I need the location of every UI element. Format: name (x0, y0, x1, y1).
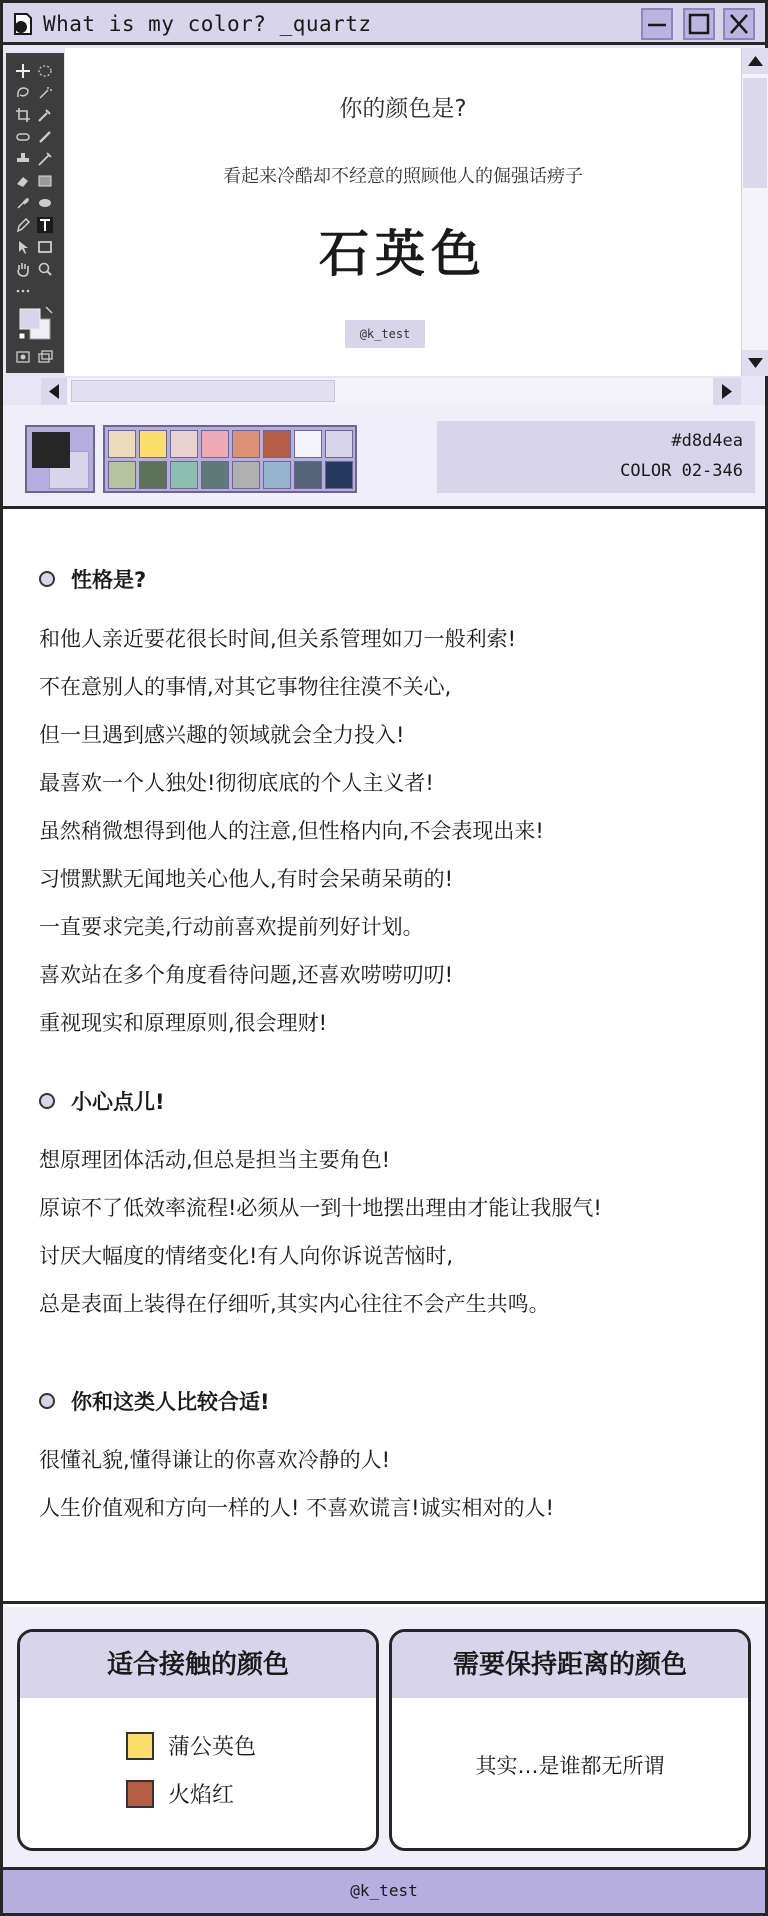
magic-wand-tool-icon[interactable] (37, 85, 53, 101)
horizontal-scrollbar[interactable] (41, 378, 741, 405)
arrow-left-icon (41, 378, 67, 405)
scroll-up-button[interactable] (742, 48, 768, 74)
window-title: What is my color? _quartz (43, 12, 372, 36)
quick-mask-icon[interactable] (15, 349, 31, 365)
color-swatch[interactable] (325, 461, 353, 489)
zoom-tool-icon[interactable] (37, 261, 53, 277)
color-swatch[interactable] (294, 461, 322, 489)
toolbox (6, 53, 64, 373)
stamp-tool-icon[interactable] (15, 151, 31, 167)
color-swatch[interactable] (263, 430, 291, 458)
text-line: 最喜欢一个人独处!彻彻底底的个人主义者! (39, 771, 434, 795)
close-button[interactable] (723, 8, 755, 40)
section-header-match (39, 1386, 270, 1416)
current-colors[interactable] (25, 425, 95, 493)
text-tool-icon[interactable] (37, 217, 53, 233)
section-body-match (39, 1436, 739, 1532)
smudge-tool-icon[interactable] (15, 195, 31, 211)
author-tag: @k_test (345, 320, 425, 348)
color-swatch[interactable] (108, 430, 136, 458)
text-line: 想原理团体活动,但总是担当主要角色! (39, 1148, 391, 1172)
bad-colors-text: 其实…是谁都无所谓 (475, 1754, 665, 1778)
hex-code: #d8d4ea (671, 431, 743, 451)
section-body-caution (39, 1136, 739, 1328)
good-colors-card (17, 1629, 379, 1851)
color-swatch[interactable] (325, 430, 353, 458)
color-swatch[interactable] (263, 461, 291, 489)
color-swatch[interactable] (201, 430, 229, 458)
color-chip (126, 1732, 154, 1760)
text-line: 很懂礼貌,懂得谦让的你喜欢冷静的人! (39, 1448, 391, 1472)
eyedropper-tool-icon[interactable] (37, 107, 53, 123)
hand-tool-icon[interactable] (15, 261, 31, 277)
scroll-right-button[interactable] (713, 378, 741, 405)
color-picker-icon[interactable] (16, 305, 56, 345)
section-title: 性格是? (71, 568, 147, 592)
bad-colors-card (389, 1629, 751, 1851)
color-swatch[interactable] (232, 430, 260, 458)
marquee-tool-icon[interactable] (37, 63, 53, 79)
palette-bar (3, 405, 765, 509)
color-swatch[interactable] (139, 430, 167, 458)
color-swatch[interactable] (170, 430, 198, 458)
color-match-area (3, 1607, 765, 1867)
history-brush-tool-icon[interactable] (37, 151, 53, 167)
color-id: COLOR 02-346 (620, 461, 743, 481)
scroll-left-button[interactable] (41, 378, 67, 405)
section-header-caution (39, 1086, 165, 1116)
text-line: 但一旦遇到感兴趣的领域就会全力投入! (39, 723, 405, 747)
lasso-tool-icon[interactable] (15, 85, 31, 101)
rectangle-tool-icon[interactable] (37, 239, 53, 255)
good-colors-title: 适合接触的颜色 (20, 1632, 376, 1698)
color-swatch[interactable] (139, 461, 167, 489)
crop-tool-icon[interactable] (15, 107, 31, 123)
horizontal-scroll-thumb[interactable] (71, 380, 335, 402)
more-tools-icon[interactable] (15, 283, 31, 299)
maximize-button[interactable] (683, 8, 715, 40)
section-header-personality (39, 564, 146, 594)
text-line: 一直要求完美,行动前喜欢提前列好计划。 (39, 915, 424, 939)
minimize-icon (643, 10, 671, 38)
minimize-button[interactable] (641, 8, 673, 40)
screen-mode-icon[interactable] (37, 349, 53, 365)
close-icon (725, 10, 753, 38)
arrow-up-icon (742, 48, 768, 74)
color-chip-label: 火焰红 (168, 1783, 235, 1808)
vertical-scroll-thumb[interactable] (743, 78, 767, 188)
brush-tool-icon[interactable] (37, 129, 53, 145)
color-swatch[interactable] (170, 461, 198, 489)
title-bar (3, 3, 765, 45)
bullet-icon (39, 571, 55, 587)
text-line: 重视现实和原理原则,很会理财! (39, 1011, 328, 1035)
color-subtitle: 看起来冷酷却不经意的照顾他人的倔强话痨子 (223, 166, 583, 187)
text-line: 喜欢站在多个角度看待问题,还喜欢唠唠叨叨! (39, 963, 454, 987)
color-swatches (103, 425, 357, 493)
maximize-icon (685, 10, 713, 38)
section-title: 小心点儿! (71, 1090, 165, 1114)
vertical-scrollbar[interactable] (741, 48, 768, 376)
good-color-item (126, 1778, 234, 1809)
color-chip-label: 蒲公英色 (168, 1735, 257, 1760)
personality-panel (3, 512, 765, 1604)
move-tool-icon[interactable] (15, 63, 31, 79)
healing-tool-icon[interactable] (15, 129, 31, 145)
pen-tool-icon[interactable] (15, 217, 31, 233)
color-info-box (437, 421, 755, 493)
bullet-icon (39, 1093, 55, 1109)
text-line: 习惯默默无闻地关心他人,有时会呆萌呆萌的! (39, 867, 454, 891)
text-line: 总是表面上装得在仔细听,其实内心往往不会产生共鸣。 (39, 1292, 550, 1316)
color-swatch[interactable] (108, 461, 136, 489)
scroll-down-button[interactable] (742, 350, 768, 376)
text-line: 原谅不了低效率流程!必须从一到十地摆出理由才能让我服气! (39, 1196, 602, 1220)
arrow-right-icon (713, 378, 741, 405)
canvas (65, 48, 741, 376)
question-heading: 你的颜色是? (339, 96, 467, 122)
select-arrow-tool-icon[interactable] (15, 239, 31, 255)
footer-credit: @k_test (3, 1867, 765, 1913)
good-color-item (126, 1730, 256, 1761)
arrow-down-icon (742, 350, 768, 376)
color-chip (126, 1780, 154, 1808)
section-title: 你和这类人比较合适! (71, 1390, 270, 1414)
app-icon (13, 13, 33, 35)
workspace (3, 45, 765, 405)
gradient-tool-icon[interactable] (37, 173, 53, 189)
text-line: 讨厌大幅度的情绪变化!有人向你诉说苦恼时, (39, 1244, 454, 1268)
result-color-name: 石英色 (319, 225, 487, 283)
text-line: 和他人亲近要花很长时间,但关系管理如刀一般利索! (39, 627, 517, 651)
text-line: 虽然稍微想得到他人的注意,但性格内向,不会表现出来! (39, 819, 544, 843)
foreground-color-swatch[interactable] (32, 432, 70, 468)
eraser-tool-icon[interactable] (15, 173, 31, 189)
color-swatch[interactable] (294, 430, 322, 458)
text-line: 人生价值观和方向一样的人! 不喜欢谎言!诚实相对的人! (39, 1496, 554, 1520)
dodge-tool-icon[interactable] (37, 195, 53, 211)
color-swatch[interactable] (201, 461, 229, 489)
bad-colors-title: 需要保持距离的颜色 (392, 1632, 748, 1698)
bullet-icon (39, 1393, 55, 1409)
section-body-personality (39, 615, 739, 1047)
color-swatch[interactable] (232, 461, 260, 489)
text-line: 不在意别人的事情,对其它事物往往漠不关心, (39, 675, 452, 699)
